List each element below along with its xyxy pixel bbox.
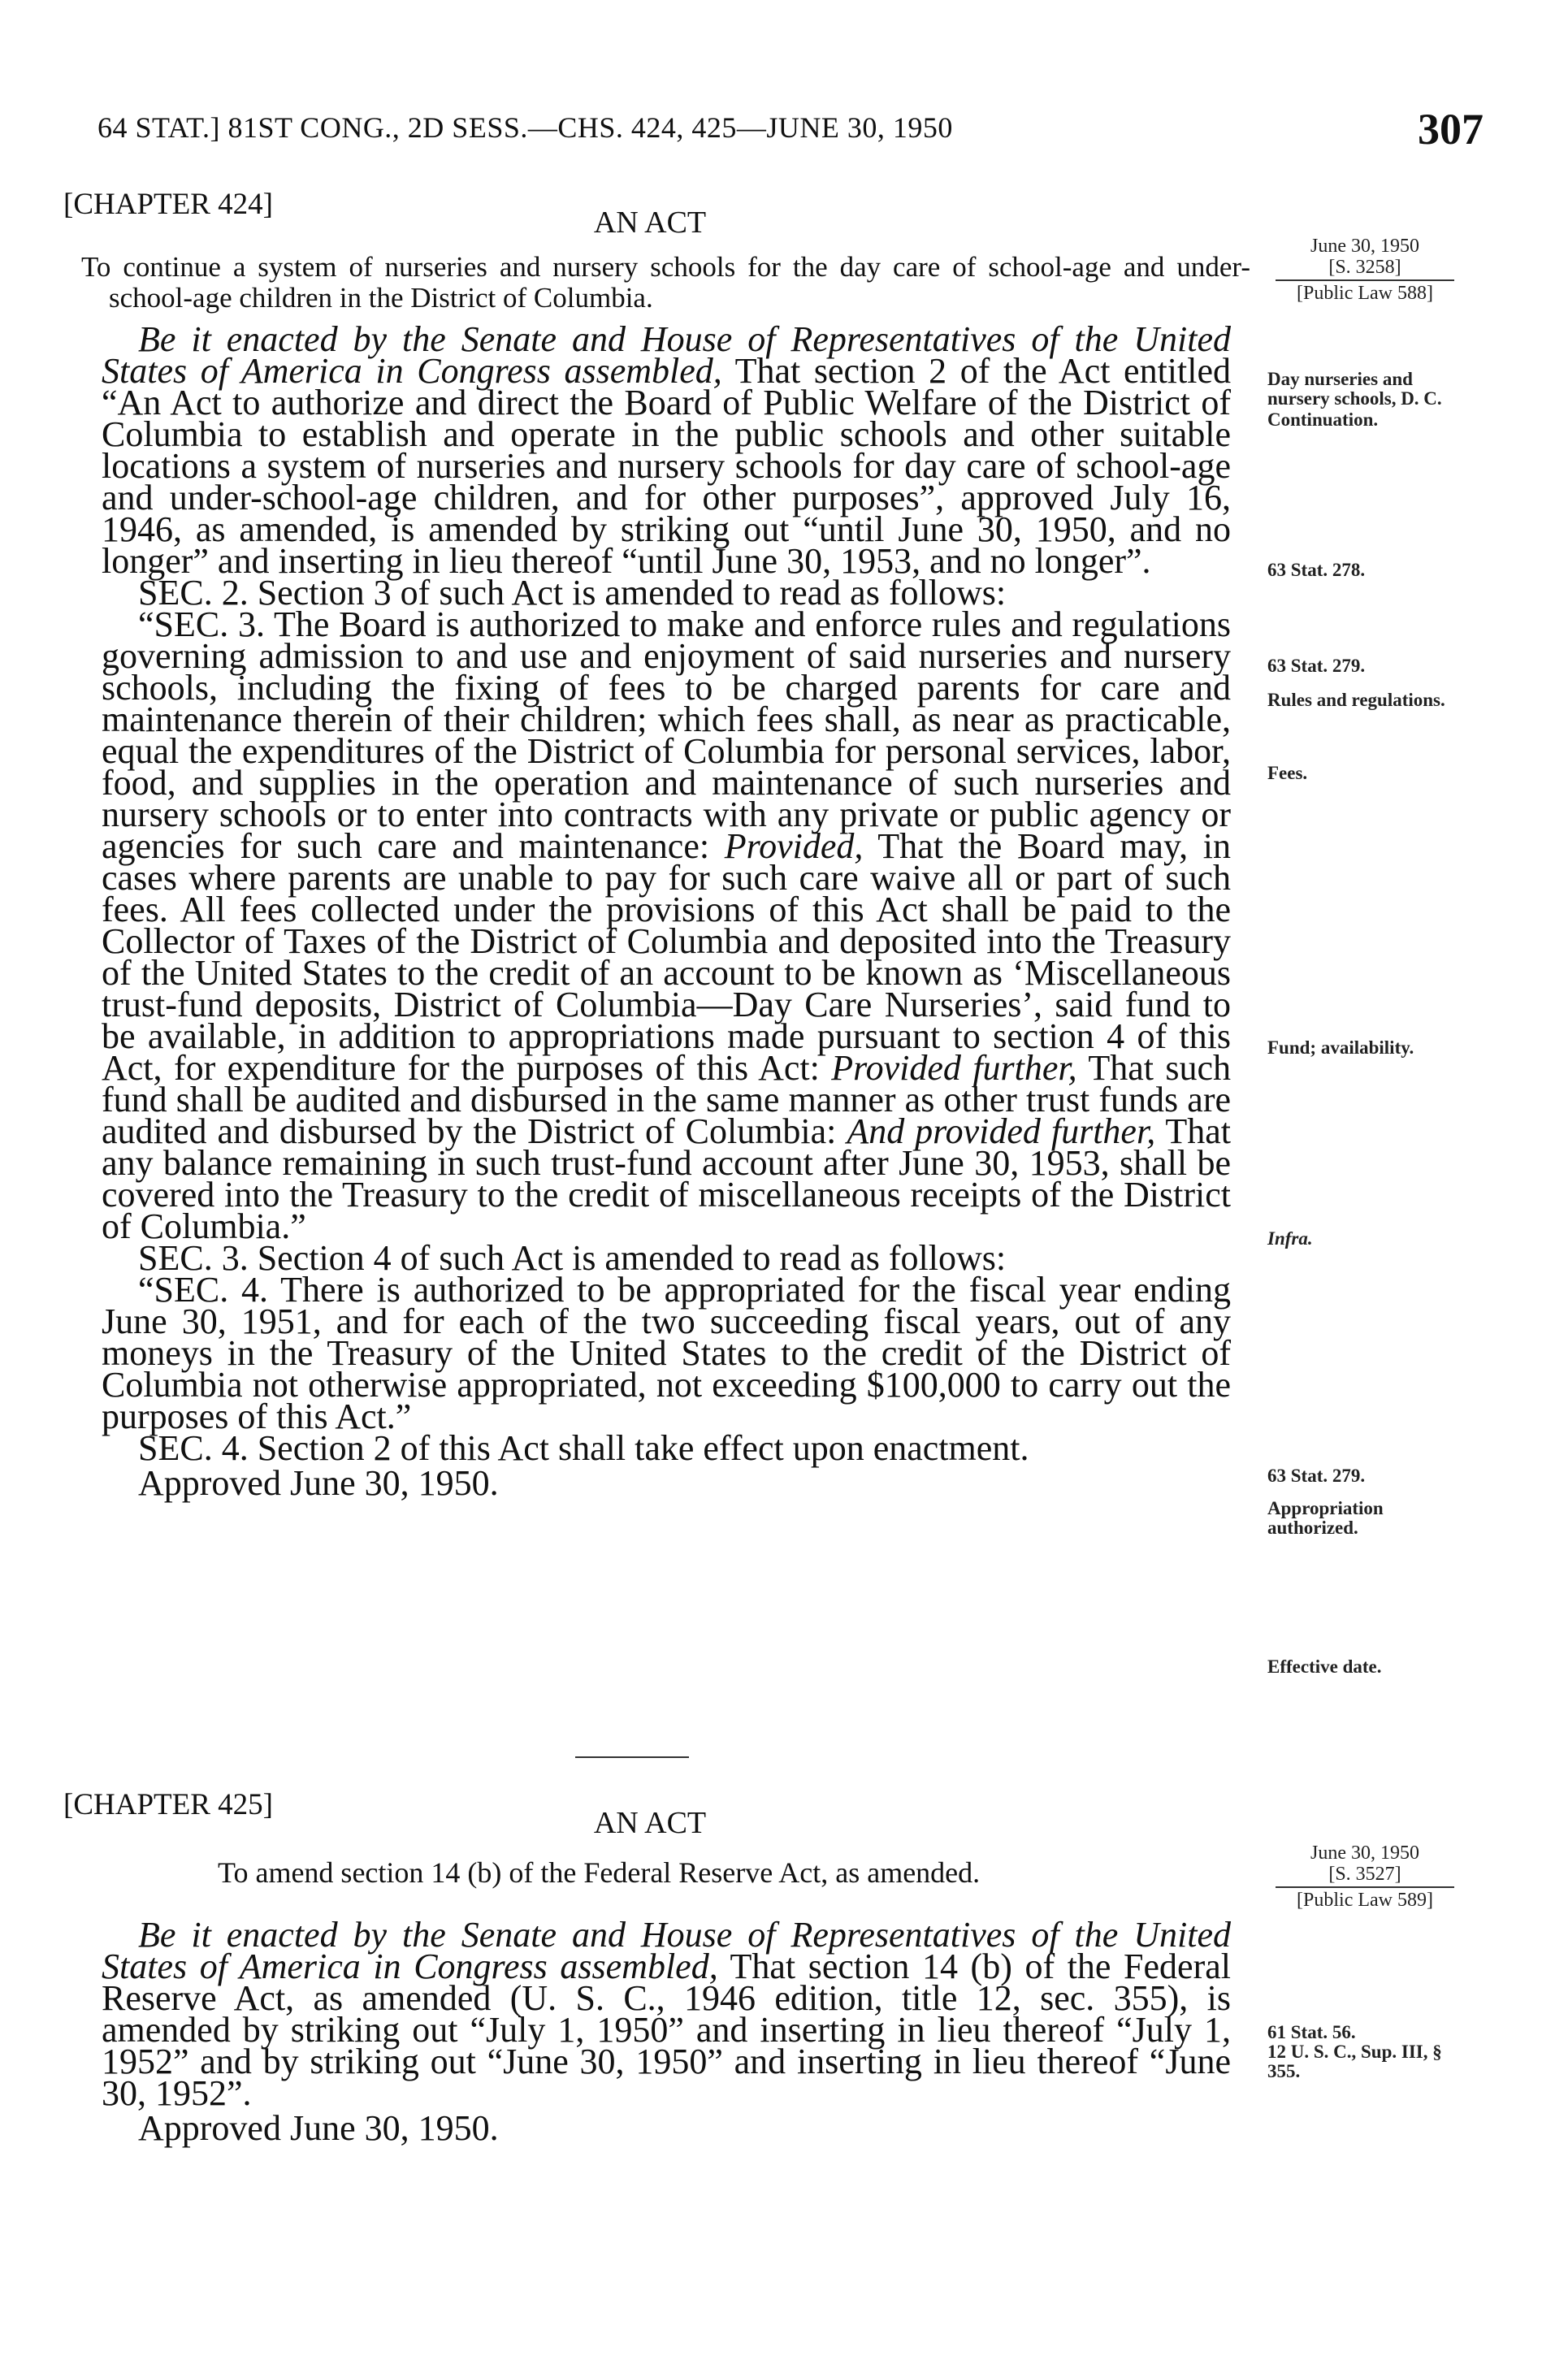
chapter-425-section-text: That section 14 (b) of the Federal Reserve Act, as amended (U. S. C., 1946 edition, title 12, sec. 355), is amended by striking out “July 1, 1950” and inserting in lieu thereof “July 1, 1952” and by striking out “June 30, 1950” and inserting in lieu thereof “June 30, 1952”. xyxy=(102,1946,1231,2113)
chapter-425-title: To amend section 14 (b) of the Federal Reserve Act, as amended. xyxy=(218,1856,981,1889)
section-2-label: SEC. 2. xyxy=(138,573,249,613)
chapter-425-date-box xyxy=(1267,1843,1462,1911)
quoted-section-4-text: There is authorized to be appropriated for the fiscal year ending June 30, 1951, and for each of the two succeeding fiscal years, out of any moneys in the Treasury of the United States to the credit of the District of Columbia not otherwise appropriated, not exceeding $100,000 to carry out the purposes of this Act.” xyxy=(102,1270,1231,1436)
margin-note-63-stat-279-b: 63 Stat. 279. xyxy=(1267,1466,1366,1486)
chapter-425-act-heading: AN ACT xyxy=(593,1806,707,1840)
enacting-clause: Be it enacted by the Senate and House of Representatives of the United States of America in Congress assembled, xyxy=(102,319,1231,391)
margin-note-effective-date: Effective date. xyxy=(1267,1656,1382,1677)
margin-note-infra: Infra. xyxy=(1267,1228,1313,1249)
quoted-section-3-text-c: That such fund shall be audited and disbursed in the same manner as other trust funds are audited and disbursed by the District of Columbia: xyxy=(102,1048,1232,1151)
quoted-section-4-paragraph xyxy=(102,1270,1231,1436)
margin-note-fund: Fund; availability. xyxy=(1267,1037,1414,1058)
chapter-424-bill: [S. 3258] xyxy=(1328,257,1401,278)
margin-note-appropriation: Appropriation authorized. xyxy=(1267,1498,1384,1538)
quoted-section-3-text-b: That the Board may, in cases where parents are unable to pay for such care waive all or part of such fees. All fees collected under the provisions of this Act shall be paid to the Collector of Taxes of the District of Columbia and deposited into the Treasury of the United States to the credit of an account to be known as ‘Miscellaneous trust-fund deposits, District of Columbia—Day Care Nurseries’, said fund to be available, in addition to appropriations made pursuant to section 4 of this Act, for expenditure for the purposes of this Act: xyxy=(102,826,1231,1088)
chapter-424-date-box xyxy=(1267,236,1462,304)
section-3-label: SEC. 3. xyxy=(138,1238,249,1278)
quoted-section-3-text-a: The Board is authorized to make and enforce rules and regulations governing admission to and use and enjoyment of said nurseries and nursery schools, including the fixing of fees to be charged parents for care and maintenance therein of their children; which fees shall, as near as practicable, equal the expenditures of the District of Columbia for personal services, labor, food, and supplies in the operation and maintenance of such nurseries and nursery schools or to enter into contracts with any private or public agency or agencies for such care and maintenance: xyxy=(102,604,1231,866)
date-box-rule xyxy=(1276,279,1454,281)
section-4-label: SEC. 4. xyxy=(138,1428,249,1468)
chapter-425-law: [Public Law 589] xyxy=(1297,1890,1433,1911)
chapter-424-label: [CHAPTER 424] xyxy=(63,188,273,221)
chapter-424-title: To continue a system of nurseries and nursery schools for the day care of school-age and under-school-age children in the District of Columbia. xyxy=(81,251,1250,314)
chapter-425-bill: [S. 3527] xyxy=(1328,1864,1401,1885)
date-box-rule xyxy=(1276,1886,1454,1888)
quoted-section-4-label: “SEC. 4. xyxy=(138,1270,269,1310)
margin-note-fees: Fees. xyxy=(1267,763,1308,783)
section-2-text: Section 3 of such Act is amended to read as follows: xyxy=(257,573,1007,613)
proviso-2: Provided further, xyxy=(831,1048,1077,1088)
chapter-425-label: [CHAPTER 425] xyxy=(63,1788,273,1821)
section-1-text: That section 2 of the Act entitled “An Act to authorize and direct the Board of Public Welfare of the District of Columbia to establish and operate in the public schools and other suitable locations a system of nurseries and nursery schools for day care of school-age and under-school-age children, and for other purposes”, approved July 16, 1946, as amended, is amended by striking out “until June 30, 1950, and no longer” and inserting in lieu thereof “until June 30, 1953, and no longer”. xyxy=(102,351,1231,581)
margin-note-61-stat-56: 61 Stat. 56. xyxy=(1267,2022,1356,2042)
running-head: 64 STAT.] 81ST CONG., 2D SESS.—CHS. 424, 425—JUNE 30, 1950 xyxy=(97,111,953,144)
chapter-separator-rule xyxy=(575,1756,689,1758)
chapter-424-act-heading: AN ACT xyxy=(593,206,707,240)
margin-note-12-usc: 12 U. S. C., Sup. III, § 355. xyxy=(1267,2042,1442,2081)
proviso-1: Provided, xyxy=(724,826,864,866)
margin-note-63-stat-279-a: 63 Stat. 279. xyxy=(1267,656,1366,676)
section-3-text: Section 4 of such Act is amended to read as follows: xyxy=(257,1238,1007,1278)
page-number: 307 xyxy=(1418,105,1484,154)
chapter-424-approved: Approved June 30, 1950. xyxy=(138,1463,499,1503)
chapter-424-law: [Public Law 588] xyxy=(1297,283,1433,304)
chapter-425-date: June 30, 1950 xyxy=(1310,1843,1419,1864)
margin-note-day-nurseries: Day nurseries and nursery schools, D. C. xyxy=(1267,369,1442,409)
section-4-text: Section 2 of this Act shall take effect upon enactment. xyxy=(257,1428,1029,1468)
chapter-424-date: June 30, 1950 xyxy=(1310,236,1419,257)
margin-note-continuation: Continuation. xyxy=(1267,409,1379,430)
enacting-clause: Be it enacted by the Senate and House of Representatives of the United States of America in Congress assembled, xyxy=(102,1915,1231,1986)
margin-note-63-stat-278: 63 Stat. 278. xyxy=(1267,560,1366,580)
chapter-425-enacting-paragraph xyxy=(102,1915,1231,2113)
quoted-section-3-label: “SEC. 3. xyxy=(138,604,265,644)
quoted-section-3-paragraph xyxy=(102,604,1232,1246)
chapter-424-body xyxy=(102,319,1232,1737)
chapter-424-enacting-paragraph xyxy=(102,319,1231,581)
section-4-paragraph xyxy=(102,1428,1231,1468)
proviso-3: And provided further, xyxy=(847,1111,1156,1151)
chapter-425-body xyxy=(102,1915,1231,2211)
chapter-425-approved: Approved June 30, 1950. xyxy=(138,2108,499,2148)
margin-note-rules: Rules and regulations. xyxy=(1267,690,1445,710)
quoted-section-3-text-d: That any balance remaining in such trust-fund account after June 30, 1953, shall be covered into the Treasury to the credit of miscellaneous receipts of the District of Columbia.” xyxy=(102,1111,1231,1246)
